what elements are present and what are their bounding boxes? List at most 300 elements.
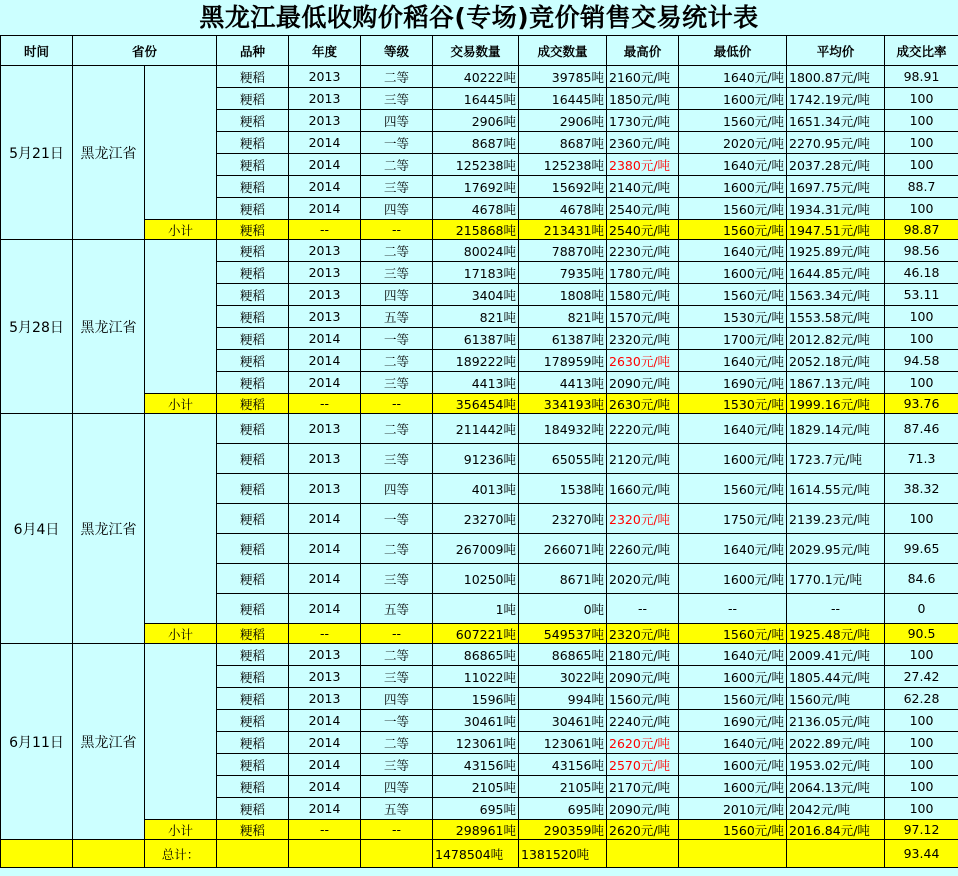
deal-qty-cell: 8671吨 [519,564,607,594]
avg-price-cell: 1553.58元/吨 [787,306,885,328]
max-price-cell: 2090元/吨 [607,798,679,820]
trade-qty-cell: 23270吨 [433,504,519,534]
min-price-cell: 2020元/吨 [679,132,787,154]
deal-qty-cell: 821吨 [519,306,607,328]
avg-price-cell: 2270.95元/吨 [787,132,885,154]
deal-qty-cell: 994吨 [519,688,607,710]
max-price-cell: 1560元/吨 [607,688,679,710]
variety-cell: 粳稻 [217,688,289,710]
subtotal-grade-cell: -- [361,820,433,840]
grade-cell: 四等 [361,688,433,710]
deal-ratio-cell: 100 [885,710,958,732]
subtotal-deal-qty-cell: 334193吨 [519,394,607,414]
deal-qty-cell: 125238吨 [519,154,607,176]
deal-qty-cell: 39785吨 [519,66,607,88]
header-avg-price: 平均价 [787,36,885,66]
trade-qty-cell: 1吨 [433,594,519,624]
deal-ratio-cell: 98.56 [885,240,958,262]
avg-price-cell: 1697.75元/吨 [787,176,885,198]
variety-cell: 粳稻 [217,240,289,262]
subtotal-row [1,394,958,414]
avg-price-cell: 1925.89元/吨 [787,240,885,262]
grade-cell: 五等 [361,798,433,820]
deal-ratio-cell: 100 [885,328,958,350]
deal-qty-cell: 0吨 [519,594,607,624]
deal-ratio-cell: 84.6 [885,564,958,594]
avg-price-cell: 2009.41元/吨 [787,644,885,666]
min-price-cell: 1640元/吨 [679,66,787,88]
header-time: 时间 [1,36,73,66]
min-price-cell: 1600元/吨 [679,176,787,198]
grade-cell: 一等 [361,328,433,350]
subtotal-min-price-cell: 1560元/吨 [679,820,787,840]
min-price-cell: 1700元/吨 [679,328,787,350]
subtotal-max-price-cell: 2320元/吨 [607,624,679,644]
variety-cell: 粳稻 [217,262,289,284]
trade-qty-cell: 125238吨 [433,154,519,176]
max-price-cell: 2140元/吨 [607,176,679,198]
subtotal-avg-price-cell: 1925.48元/吨 [787,624,885,644]
min-price-cell: 1560元/吨 [679,688,787,710]
trade-qty-cell: 30461吨 [433,710,519,732]
deal-qty-cell: 86865吨 [519,644,607,666]
trade-qty-cell: 11022吨 [433,666,519,688]
min-price-cell: 1600元/吨 [679,262,787,284]
grade-cell: 三等 [361,372,433,394]
subtotal-min-price-cell: 1530元/吨 [679,394,787,414]
avg-price-cell: 1560元/吨 [787,688,885,710]
max-price-cell: 1660元/吨 [607,474,679,504]
trade-qty-cell: 821吨 [433,306,519,328]
variety-cell: 粳稻 [217,644,289,666]
variety-cell: 粳稻 [217,710,289,732]
trade-qty-cell: 123061吨 [433,732,519,754]
subtotal-trade-qty-cell: 298961吨 [433,820,519,840]
deal-qty-cell: 4678吨 [519,198,607,220]
min-price-cell: 2010元/吨 [679,798,787,820]
trade-qty-cell: 1596吨 [433,688,519,710]
min-price-cell: 1600元/吨 [679,754,787,776]
year-cell: 2013 [289,474,361,504]
deal-qty-cell: 3022吨 [519,666,607,688]
subtotal-label: 小计 [145,820,217,840]
grade-cell: 一等 [361,710,433,732]
subtotal-grade-cell: -- [361,624,433,644]
year-cell: 2013 [289,688,361,710]
subtotal-min-price-cell: 1560元/吨 [679,624,787,644]
deal-ratio-cell: 100 [885,754,958,776]
min-price-cell: 1600元/吨 [679,564,787,594]
avg-price-cell: 1805.44元/吨 [787,666,885,688]
variety-cell: 粳稻 [217,594,289,624]
deal-ratio-cell: 38.32 [885,474,958,504]
max-price-cell: 2320元/吨 [607,328,679,350]
blank-cell [145,414,217,624]
avg-price-cell: 2029.95元/吨 [787,534,885,564]
min-price-cell: 1600元/吨 [679,88,787,110]
avg-price-cell: 2064.13元/吨 [787,776,885,798]
avg-price-cell: 1644.85元/吨 [787,262,885,284]
grade-cell: 三等 [361,666,433,688]
deal-ratio-cell: 99.65 [885,534,958,564]
deal-ratio-cell: 100 [885,644,958,666]
date-cell: 6月4日 [1,414,73,644]
date-cell: 6月11日 [1,644,73,840]
deal-ratio-cell: 27.42 [885,666,958,688]
deal-ratio-cell: 100 [885,504,958,534]
min-price-cell: -- [679,594,787,624]
grade-cell: 三等 [361,88,433,110]
min-price-cell: 1640元/吨 [679,732,787,754]
deal-qty-cell: 78870吨 [519,240,607,262]
max-price-cell: 2090元/吨 [607,666,679,688]
deal-qty-cell: 61387吨 [519,328,607,350]
trade-qty-cell: 86865吨 [433,644,519,666]
max-price-cell: 2180元/吨 [607,644,679,666]
deal-qty-cell: 8687吨 [519,132,607,154]
subtotal-label: 小计 [145,624,217,644]
trade-qty-cell: 61387吨 [433,328,519,350]
grade-cell: 二等 [361,414,433,444]
subtotal-deal-ratio-cell: 90.5 [885,624,958,644]
deal-qty-cell: 15692吨 [519,176,607,198]
subtotal-max-price-cell: 2620元/吨 [607,820,679,840]
grade-cell: 三等 [361,444,433,474]
subtotal-avg-price-cell: 1947.51元/吨 [787,220,885,240]
avg-price-cell: 1723.7元/吨 [787,444,885,474]
year-cell: 2014 [289,132,361,154]
grade-cell: 三等 [361,754,433,776]
variety-cell: 粳稻 [217,328,289,350]
min-price-cell: 1600元/吨 [679,776,787,798]
max-price-cell: 1580元/吨 [607,284,679,306]
grade-cell: 三等 [361,564,433,594]
variety-cell: 粳稻 [217,534,289,564]
total-blank-cell [361,840,433,868]
trade-qty-cell: 2906吨 [433,110,519,132]
grade-cell: 一等 [361,132,433,154]
avg-price-cell: 1953.02元/吨 [787,754,885,776]
subtotal-max-price-cell: 2540元/吨 [607,220,679,240]
grade-cell: 一等 [361,504,433,534]
max-price-cell: 1570元/吨 [607,306,679,328]
variety-cell: 粳稻 [217,198,289,220]
variety-cell: 粳稻 [217,564,289,594]
deal-ratio-cell: 98.91 [885,66,958,88]
header-deal-qty: 成交数量 [519,36,607,66]
year-cell: 2013 [289,666,361,688]
province-cell: 黑龙江省 [73,644,145,840]
year-cell: 2013 [289,306,361,328]
max-price-cell: 2020元/吨 [607,564,679,594]
subtotal-row [1,220,958,240]
trade-qty-cell: 4678吨 [433,198,519,220]
year-cell: 2014 [289,372,361,394]
date-cell: 5月28日 [1,240,73,414]
year-cell: 2014 [289,534,361,564]
max-price-cell: 1730元/吨 [607,110,679,132]
trade-qty-cell: 4413吨 [433,372,519,394]
total-blank-cell [679,840,787,868]
subtotal-grade-cell: -- [361,394,433,414]
subtotal-deal-ratio-cell: 93.76 [885,394,958,414]
variety-cell: 粳稻 [217,474,289,504]
blank-cell [145,240,217,394]
grade-cell: 二等 [361,534,433,564]
deal-ratio-cell: 100 [885,372,958,394]
deal-ratio-cell: 94.58 [885,350,958,372]
year-cell: 2013 [289,240,361,262]
avg-price-cell: 1651.34元/吨 [787,110,885,132]
table-row [1,66,958,88]
min-price-cell: 1640元/吨 [679,644,787,666]
year-cell: 2014 [289,504,361,534]
avg-price-cell: 2022.89元/吨 [787,732,885,754]
deal-qty-cell: 178959吨 [519,350,607,372]
trade-qty-cell: 17692吨 [433,176,519,198]
variety-cell: 粳稻 [217,504,289,534]
deal-qty-cell: 4413吨 [519,372,607,394]
subtotal-avg-price-cell: 1999.16元/吨 [787,394,885,414]
header-max-price: 最高价 [607,36,679,66]
max-price-cell: 2260元/吨 [607,534,679,564]
table-body [1,66,958,868]
trade-qty-cell: 2105吨 [433,776,519,798]
deal-qty-cell: 23270吨 [519,504,607,534]
deal-qty-cell: 65055吨 [519,444,607,474]
max-price-cell: 2570元/吨 [607,754,679,776]
total-blank-cell [289,840,361,868]
subtotal-deal-qty-cell: 213431吨 [519,220,607,240]
grade-cell: 四等 [361,110,433,132]
year-cell: 2013 [289,110,361,132]
variety-cell: 粳稻 [217,798,289,820]
deal-qty-cell: 184932吨 [519,414,607,444]
deal-qty-cell: 43156吨 [519,754,607,776]
avg-price-cell: 1867.13元/吨 [787,372,885,394]
variety-cell: 粳稻 [217,306,289,328]
variety-cell: 粳稻 [217,66,289,88]
deal-qty-cell: 16445吨 [519,88,607,110]
grade-cell: 二等 [361,732,433,754]
subtotal-row [1,624,958,644]
trade-qty-cell: 80024吨 [433,240,519,262]
trade-qty-cell: 91236吨 [433,444,519,474]
max-price-cell: 1780元/吨 [607,262,679,284]
date-cell: 5月21日 [1,66,73,240]
header-row [1,36,958,66]
grade-cell: 二等 [361,644,433,666]
subtotal-variety-cell: 粳稻 [217,220,289,240]
variety-cell: 粳稻 [217,732,289,754]
max-price-cell: 2320元/吨 [607,504,679,534]
grade-cell: 二等 [361,240,433,262]
table-row [1,644,958,666]
year-cell: 2014 [289,594,361,624]
deal-ratio-cell: 88.7 [885,176,958,198]
variety-cell: 粳稻 [217,666,289,688]
year-cell: 2014 [289,776,361,798]
min-price-cell: 1640元/吨 [679,154,787,176]
header-min-price: 最低价 [679,36,787,66]
trade-qty-cell: 3404吨 [433,284,519,306]
grade-cell: 四等 [361,474,433,504]
subtotal-variety-cell: 粳稻 [217,820,289,840]
blank-cell [145,644,217,820]
year-cell: 2014 [289,198,361,220]
deal-ratio-cell: 100 [885,88,958,110]
deal-qty-cell: 1538吨 [519,474,607,504]
deal-ratio-cell: 0 [885,594,958,624]
header-grade: 等级 [361,36,433,66]
year-cell: 2014 [289,798,361,820]
year-cell: 2013 [289,644,361,666]
header-province: 省份 [73,36,217,66]
variety-cell: 粳稻 [217,284,289,306]
max-price-cell: 2380元/吨 [607,154,679,176]
subtotal-label: 小计 [145,220,217,240]
max-price-cell: 2220元/吨 [607,414,679,444]
deal-ratio-cell: 46.18 [885,262,958,284]
avg-price-cell: 1934.31元/吨 [787,198,885,220]
variety-cell: 粳稻 [217,176,289,198]
subtotal-year-cell: -- [289,220,361,240]
avg-price-cell: 2052.18元/吨 [787,350,885,372]
subtotal-label: 小计 [145,394,217,414]
deal-ratio-cell: 100 [885,110,958,132]
variety-cell: 粳稻 [217,444,289,474]
header-trade-qty: 交易数量 [433,36,519,66]
deal-ratio-cell: 71.3 [885,444,958,474]
variety-cell: 粳稻 [217,154,289,176]
total-trade-qty: 1478504吨 [433,840,519,868]
blank-cell [145,66,217,220]
deal-ratio-cell: 62.28 [885,688,958,710]
deal-qty-cell: 695吨 [519,798,607,820]
max-price-cell: 2120元/吨 [607,444,679,474]
year-cell: 2013 [289,284,361,306]
trade-qty-cell: 43156吨 [433,754,519,776]
variety-cell: 粳稻 [217,372,289,394]
trade-qty-cell: 17183吨 [433,262,519,284]
trade-qty-cell: 10250吨 [433,564,519,594]
deal-ratio-cell: 100 [885,798,958,820]
subtotal-year-cell: -- [289,820,361,840]
deal-qty-cell: 1808吨 [519,284,607,306]
subtotal-grade-cell: -- [361,220,433,240]
deal-ratio-cell: 100 [885,154,958,176]
max-price-cell: -- [607,594,679,624]
deal-ratio-cell: 100 [885,306,958,328]
subtotal-trade-qty-cell: 356454吨 [433,394,519,414]
grade-cell: 三等 [361,176,433,198]
min-price-cell: 1560元/吨 [679,110,787,132]
max-price-cell: 2090元/吨 [607,372,679,394]
max-price-cell: 2540元/吨 [607,198,679,220]
year-cell: 2014 [289,328,361,350]
min-price-cell: 1640元/吨 [679,534,787,564]
subtotal-trade-qty-cell: 607221吨 [433,624,519,644]
deal-ratio-cell: 87.46 [885,414,958,444]
max-price-cell: 2360元/吨 [607,132,679,154]
year-cell: 2014 [289,350,361,372]
table-row [1,414,958,444]
grade-cell: 四等 [361,198,433,220]
subtotal-variety-cell: 粳稻 [217,624,289,644]
header-year: 年度 [289,36,361,66]
deal-ratio-cell: 100 [885,732,958,754]
trade-qty-cell: 695吨 [433,798,519,820]
max-price-cell: 2170元/吨 [607,776,679,798]
year-cell: 2014 [289,564,361,594]
subtotal-deal-ratio-cell: 98.87 [885,220,958,240]
avg-price-cell: 1800.87元/吨 [787,66,885,88]
deal-qty-cell: 2105吨 [519,776,607,798]
grade-cell: 四等 [361,284,433,306]
max-price-cell: 2230元/吨 [607,240,679,262]
subtotal-avg-price-cell: 2016.84元/吨 [787,820,885,840]
min-price-cell: 1640元/吨 [679,240,787,262]
deal-qty-cell: 2906吨 [519,110,607,132]
min-price-cell: 1750元/吨 [679,504,787,534]
max-price-cell: 2620元/吨 [607,732,679,754]
trade-qty-cell: 267009吨 [433,534,519,564]
avg-price-cell: 2136.05元/吨 [787,710,885,732]
subtotal-deal-ratio-cell: 97.12 [885,820,958,840]
subtotal-year-cell: -- [289,394,361,414]
variety-cell: 粳稻 [217,414,289,444]
total-blank-cell [1,840,73,868]
min-price-cell: 1690元/吨 [679,372,787,394]
min-price-cell: 1530元/吨 [679,306,787,328]
deal-ratio-cell: 100 [885,776,958,798]
variety-cell: 粳稻 [217,776,289,798]
grade-cell: 二等 [361,350,433,372]
year-cell: 2013 [289,444,361,474]
trade-qty-cell: 189222吨 [433,350,519,372]
variety-cell: 粳稻 [217,88,289,110]
grade-cell: 五等 [361,306,433,328]
total-blank-cell [607,840,679,868]
min-price-cell: 1560元/吨 [679,198,787,220]
min-price-cell: 1560元/吨 [679,284,787,306]
page-title: 黑龙江最低收购价稻谷(专场)竞价销售交易统计表 [0,0,958,35]
subtotal-variety-cell: 粳稻 [217,394,289,414]
avg-price-cell: 1742.19元/吨 [787,88,885,110]
deal-ratio-cell: 53.11 [885,284,958,306]
min-price-cell: 1600元/吨 [679,666,787,688]
trade-qty-cell: 16445吨 [433,88,519,110]
variety-cell: 粳稻 [217,754,289,776]
avg-price-cell: 1614.55元/吨 [787,474,885,504]
min-price-cell: 1640元/吨 [679,414,787,444]
avg-price-cell: 2042元/吨 [787,798,885,820]
table-row [1,240,958,262]
trade-qty-cell: 8687吨 [433,132,519,154]
year-cell: 2014 [289,754,361,776]
avg-price-cell: 1829.14元/吨 [787,414,885,444]
variety-cell: 粳稻 [217,110,289,132]
variety-cell: 粳稻 [217,132,289,154]
subtotal-year-cell: -- [289,624,361,644]
year-cell: 2013 [289,414,361,444]
max-price-cell: 2240元/吨 [607,710,679,732]
total-blank-cell [73,840,145,868]
trade-qty-cell: 4013吨 [433,474,519,504]
subtotal-max-price-cell: 2630元/吨 [607,394,679,414]
avg-price-cell: -- [787,594,885,624]
province-cell: 黑龙江省 [73,414,145,644]
